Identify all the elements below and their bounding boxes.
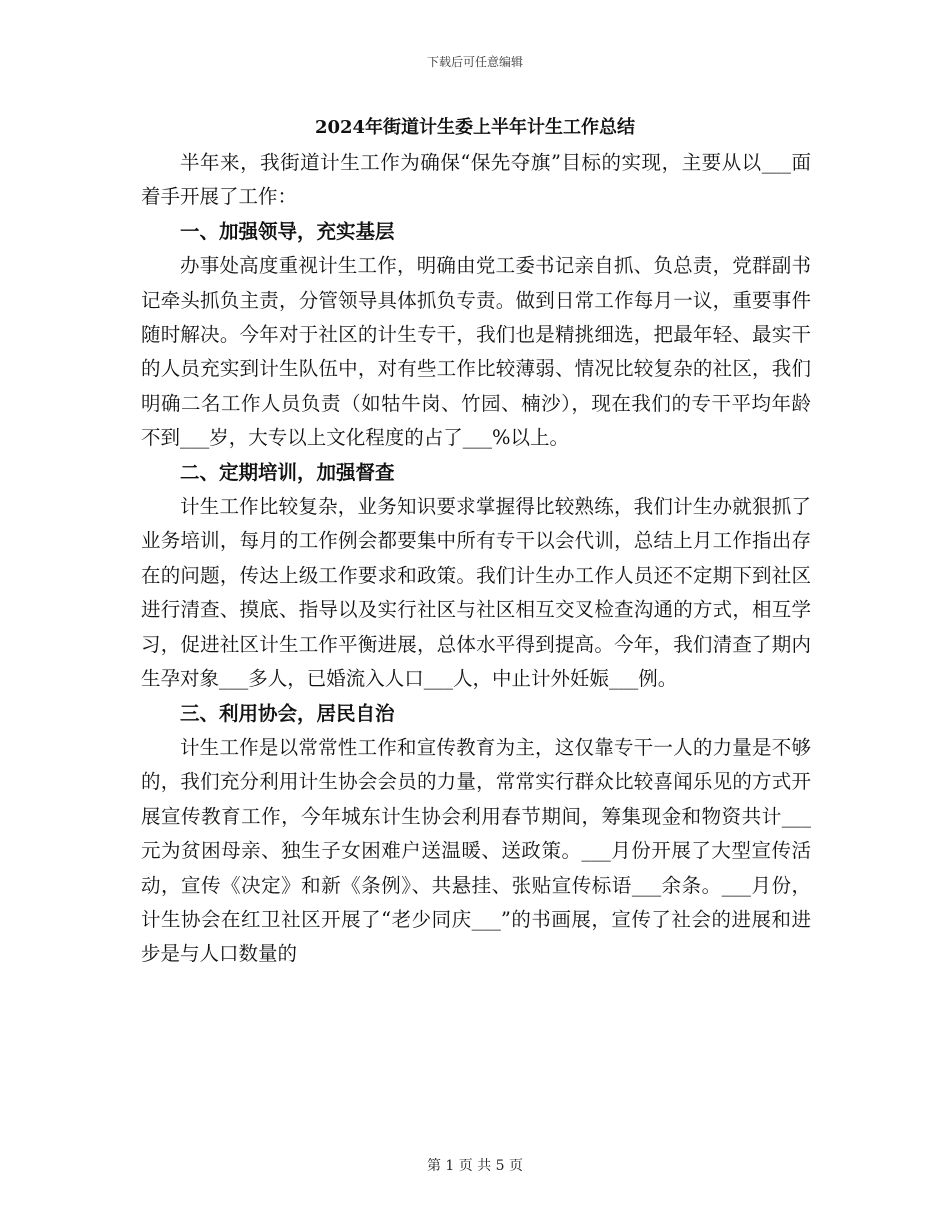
header-note: 下载后可任意编辑 [426, 55, 523, 69]
page-footer: 第 1 页 共 5 页 [426, 1158, 524, 1174]
document-title: 2024年街道计生委上半年计生工作总结 [314, 117, 636, 138]
section-heading-2: 二、定期培训，加强督查 [180, 460, 395, 484]
section-paragraph-2: 计生工作比较复杂，业务知识要求掌握得比较熟练，我们计生办就狠抓了业务培训，每月的工作例会都要集中所有专干以会代训，总结上月工作指出存在的问题，传达上级工作要求和政策。我们计生办工作人员还不定期下到社区进行清查、摸底、指导以及实行社区与社区相互交叉检查沟通的方式，相互学习，促进社区计生工作平衡进展，总体水平得到提高。今年，我们清查了期内生孕对象___多人，已婚流入人口___人，中止计外妊娠___例。 [141, 495, 811, 691]
section-heading-1: 一、加强领导，充实基层 [180, 219, 395, 243]
document-body [141, 146, 811, 972]
section-paragraph-3: 计生工作是以常常性工作和宣传教育为主，这仅靠专干一人的力量是不够的，我们充分利用计生协会会员的力量，常常实行群众比较喜闻乐见的方式开展宣传教育工作，今年城东计生协会利用春节期间，筹集现金和物资共计___元为贫困母亲、独生子女困难户送温暖、送政策。___月份开展了大型宣传活动，宣传《决定》和新《条例》、共悬挂、张贴宣传标语___余条。___月份，计生协会在红卫社区开展了“老少同庆___”的书画展，宣传了社会的进展和进步是与人口数量的 [141, 735, 811, 966]
section-paragraph-1: 办事处高度重视计生工作，明确由党工委书记亲自抓、负总责，党群副书记牵头抓负主责，分管领导具体抓负专责。做到日常工作每月一议，重要事件随时解决。今年对于社区的计生专干，我们也是精挑细选，把最年轻、最实干的人员充实到计生队伍中，对有些工作比较薄弱、情况比较复杂的社区，我们明确二名工作人员负责（如牯牛岗、竹园、楠沙），现在我们的专干平均年龄不到___岁，大专以上文化程度的占了___%以上。 [141, 254, 811, 450]
intro-paragraph: 半年来，我街道计生工作为确保“保先夺旗”目标的实现，主要从以___面着手开展了工作： [141, 151, 811, 209]
section-heading-3: 三、利用协会，居民自治 [180, 701, 395, 725]
